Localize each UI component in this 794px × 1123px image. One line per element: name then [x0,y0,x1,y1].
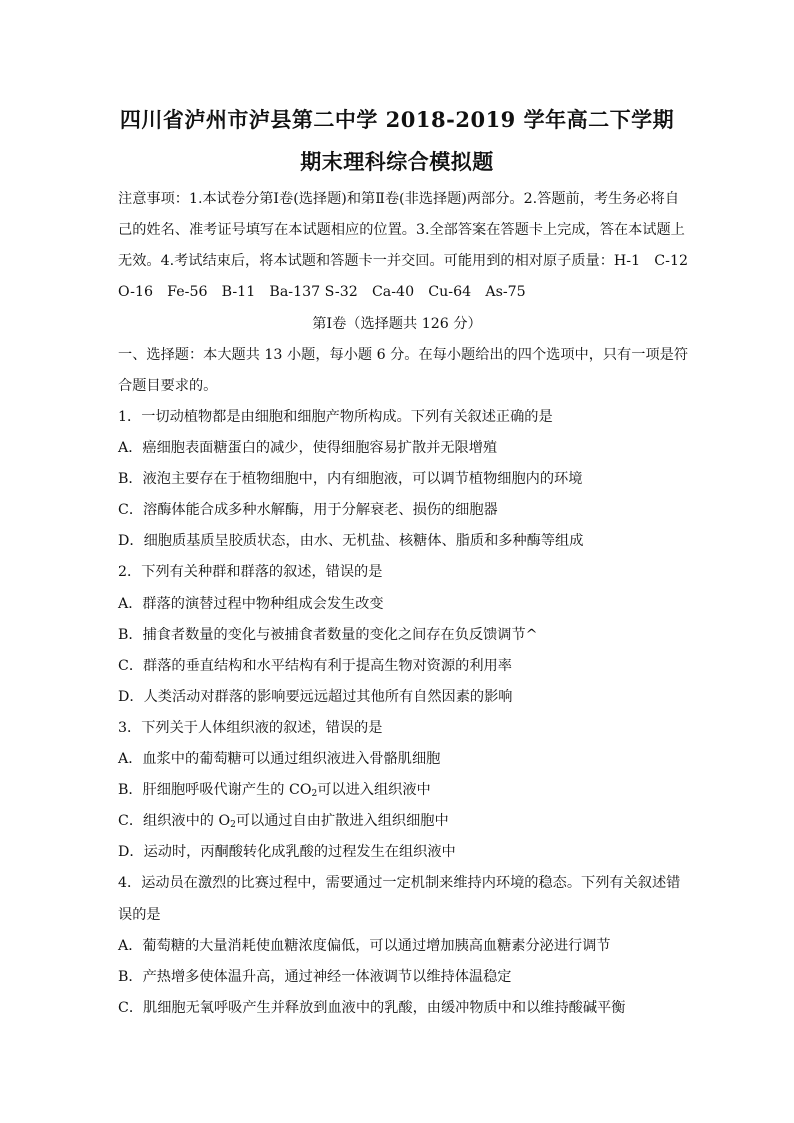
question-3-option-b-rest: 可以进入组织液中 [317,782,431,798]
part1-header: 第Ⅰ卷（选择题共 126 分） [312,316,482,332]
question-4-option-a: A．葡萄糖的大量消耗使血糖浓度偏低，可以通过增加胰高血糖素分泌进行调节 [118,938,611,954]
question-2-option-a: A．群落的演替过程中物种组成会发生改变 [118,596,384,612]
co2-subscript: 2 [311,789,318,799]
question-3-option-d: D．运动时，丙酮酸转化成乳酸的过程发生在组织液中 [118,844,456,860]
question-1-option-a: A．癌细胞表面糖蛋白的减少，使得细胞容易扩散并无限增殖 [118,440,498,456]
question-3-option-b-text: B．肝细胞呼吸代谢产生的 CO [118,782,312,798]
question-4-option-b: B．产热增多使体温升高，通过神经一体液调节以维持体温稳定 [118,969,512,985]
question-2-option-b: B．捕食者数量的变化与被捕食者数量的变化之间存在负反馈调节^ [118,627,538,643]
question-1-option-c: C．溶酶体能合成多种水解酶，用于分解衰老、损伤的细胞器 [118,502,498,518]
question-1-option-b: B．液泡主要存在于植物细胞中，内有细胞液，可以调节植物细胞内的环境 [118,471,583,487]
notice-line3: 无效。4.考试结束后，将本试题和答题卡一并交回。可能用到的相对原子质量：H-1 C-12 [118,253,688,269]
question-3-stem: 3．下列关于人体组织液的叙述，错误的是 [118,720,383,736]
question-4-stem-line1: 4．运动员在激烈的比赛过程中，需要通过一定机制来维持内环境的稳态。下列有关叙述错 [118,875,681,891]
question-1-stem: 1．一切动植物都是由细胞和细胞产物所构成。下列有关叙述正确的是 [118,409,553,425]
exam-title-line1: 四川省泸州市泸县第二中学 2018-2019 学年高二下学期 [119,107,675,132]
question-2-stem: 2．下列有关种群和群落的叙述，错误的是 [118,564,383,580]
question-3-option-c-text: C．组织液中的 O [118,813,231,829]
o2-subscript: 2 [230,820,236,830]
question-3-option-a: A．血浆中的葡萄糖可以通过组织液进入骨骼肌细胞 [118,751,441,767]
notice-line2: 己的姓名、准考证号填写在本试题相应的位置。3.全部答案在答题卡上完成，答在本试题上 [118,222,685,238]
question-3-option-c [118,810,449,830]
section-intro-line2: 合题目要求的。 [118,378,218,394]
notice-line1: 注意事项：1.本试卷分第Ⅰ卷(选择题)和第Ⅱ卷(非选择题)两部分。2.答题前，考生务必将自 [118,191,680,207]
question-2-option-d: D．人类活动对群落的影响要远远超过其他所有自然因素的影响 [118,689,513,705]
section-intro-line1: 一、选择题：本大题共 13 小题，每小题 6 分。在每小题给出的四个选项中，只有一项是符 [118,347,689,363]
notice-line4: O-16 Fe-56 B-11 Ba-137 S-32 Ca-40 Cu-64 As-75 [118,284,526,300]
question-2-option-c: C．群落的垂直结构和水平结构有利于提高生物对资源的利用率 [118,658,512,674]
question-3-option-b [118,779,431,799]
exam-title-line2: 期末理科综合模拟题 [300,149,494,174]
question-1-option-d: D．细胞质基质呈胶质状态，由水、无机盐、核糖体、脂质和多种酶等组成 [118,533,584,549]
question-4-option-c: C．肌细胞无氧呼吸产生并释放到血液中的乳酸，由缓冲物质中和以维持酸碱平衡 [118,1000,626,1016]
question-3-option-c-rest: 可以通过自由扩散进入组织细胞中 [235,813,449,829]
question-4-stem-line2: 误的是 [118,907,161,923]
